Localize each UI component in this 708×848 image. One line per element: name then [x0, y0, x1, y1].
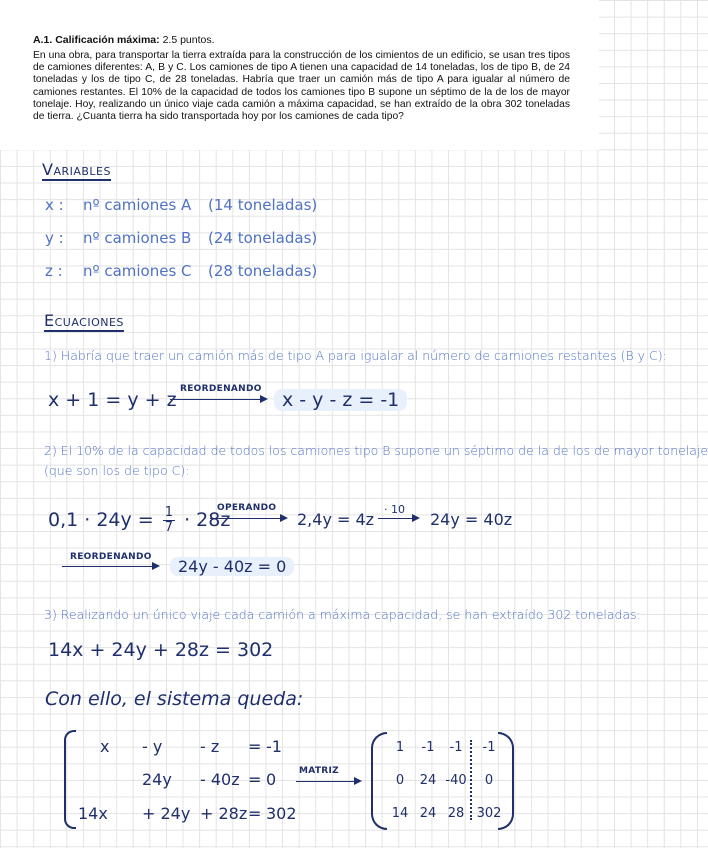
equation-3-note: 3) Realizando un único viaje cada camión a máxima capacidad, se han extraído 302 toneladas: — [44, 607, 641, 622]
equation-1-rhs: x - y - z = -1 — [274, 389, 407, 411]
problem-label: A.1. — [33, 34, 53, 46]
matrix-row-3 — [386, 806, 504, 821]
variable-capacity: (28 toneladas) — [208, 262, 318, 280]
equation-2-lhs — [48, 506, 230, 535]
variable-row-z — [45, 262, 317, 280]
matrix-cell: -1 — [421, 740, 435, 755]
matrix-cell: 24 — [419, 806, 437, 821]
system-cell: = — [248, 737, 262, 756]
variable-capacity: (24 toneladas) — [208, 229, 318, 247]
matrix-row-1 — [386, 740, 504, 755]
equation-2-mid2: 24y = 40z — [430, 510, 513, 529]
system-brace — [64, 730, 76, 829]
multiply-label: · 10 — [384, 503, 405, 516]
system-row-2 — [100, 770, 276, 789]
grade-label: Calificación máxima: — [55, 34, 160, 46]
variables-title: Variables — [42, 160, 111, 179]
matrix-cell: -1 — [449, 740, 463, 755]
variable-row-y — [45, 229, 317, 247]
matrix-cell: 28 — [447, 806, 465, 821]
matrix-cell: -1 — [482, 740, 496, 755]
variable-row-x — [45, 196, 317, 214]
system-row-1 — [100, 737, 282, 756]
system-cell: x — [100, 737, 110, 756]
equation-2-lhs-tail: · 28z — [184, 509, 231, 531]
matrix-cell: 14 — [391, 806, 409, 821]
equation-1-lhs: x + 1 = y + z — [48, 389, 177, 411]
equation-1-note: 1) Habría que traer un camión más de tipo A para igualar al número de camiones restantes (B y C): — [44, 348, 667, 363]
reorder-label-1: REORDENANDO — [180, 384, 262, 394]
arrow-4 — [62, 566, 158, 567]
fraction-numerator: 1 — [164, 505, 174, 520]
system-cell: + 28z — [200, 804, 248, 823]
equations-title: Ecuaciones — [44, 311, 124, 330]
system-row-3 — [78, 804, 297, 823]
system-cell: 24y — [142, 770, 172, 789]
matrix-cell: 0 — [484, 773, 494, 788]
equation-3: 14x + 24y + 28z = 302 — [48, 639, 274, 661]
problem-statement: En una obra, para transportar la tierra extraída para la construcción de los cimientos de un edificio, se usan tres tipos de camiones diferentes: A, B y C. Los camiones de tipo A tienen una capacidad de 14 toneladas, los de tipo B, de 24 toneladas y los de tipo C, de 28 toneladas. Habría que traer un camión más de tipo A para igualar al número de camiones restantes. El 10% de la capacidad de todos los camiones tipo B supone un séptimo de la de los de mayor tonelaje. Hoy, realizando un único viaje cada camión a máxima capacidad, se han extraído de la obra 302 toneladas de tierra. ¿Cuanta tierra ha sido transportada hoy por los camiones de cada tipo? — [33, 50, 570, 123]
variable-desc: nº camiones B — [83, 229, 192, 247]
system-cell: 14x — [78, 804, 108, 823]
variable-label: z : — [45, 262, 63, 280]
variable-label: x : — [45, 196, 64, 214]
equation-2-note-line2: (que son los de tipo C): — [44, 463, 190, 478]
system-cell: + 24y — [142, 804, 191, 823]
equation-2-rhs: 24y - 40z = 0 — [170, 557, 294, 576]
matrix-cell: 0 — [395, 773, 405, 788]
system-cell: - 40z — [200, 770, 240, 789]
variable-desc: nº camiones A — [83, 196, 192, 214]
matrix-cell: -40 — [445, 773, 467, 788]
variable-capacity: (14 toneladas) — [208, 196, 318, 214]
matrix-cell: 24 — [419, 773, 437, 788]
system-title: Con ello, el sistema queda: — [45, 688, 304, 710]
system-cell: = — [248, 770, 262, 789]
problem-header — [0, 0, 599, 150]
grade-value: 2.5 puntos. — [162, 34, 215, 46]
system-cell: -1 — [266, 737, 282, 756]
reorder-label-2: REORDENANDO — [70, 552, 152, 562]
problem-heading — [33, 34, 215, 46]
fraction — [163, 506, 175, 535]
equation-2-mid: 2,4y = 4z — [297, 510, 375, 529]
fraction-denominator: 7 — [164, 520, 174, 535]
variable-desc: nº camiones C — [83, 262, 192, 280]
arrow-2 — [210, 518, 286, 519]
matrix-label: MATRIZ — [299, 766, 339, 776]
operating-label: OPERANDO — [217, 503, 277, 513]
system-cell: = — [248, 804, 262, 823]
equation-2-note-line1: 2) El 10% de la capacidad de todos los camiones tipo B supone un séptimo de la de los de mayor tonelaje — [44, 443, 708, 458]
arrow-3 — [378, 518, 418, 519]
system-cell: - z — [200, 737, 220, 756]
variable-label: y : — [45, 229, 64, 247]
matrix-paren-left — [371, 732, 387, 830]
arrow-1 — [170, 399, 266, 400]
matrix-cell: 302 — [476, 806, 502, 821]
arrow-5 — [296, 781, 360, 782]
equation-2-lhs-start: 0,1 · 24y = — [48, 509, 160, 531]
system-cell: 0 — [266, 770, 277, 789]
system-cell: - y — [142, 737, 163, 756]
system-cell: 302 — [266, 804, 297, 823]
matrix-row-2 — [386, 773, 504, 788]
matrix-cell: 1 — [395, 740, 405, 755]
